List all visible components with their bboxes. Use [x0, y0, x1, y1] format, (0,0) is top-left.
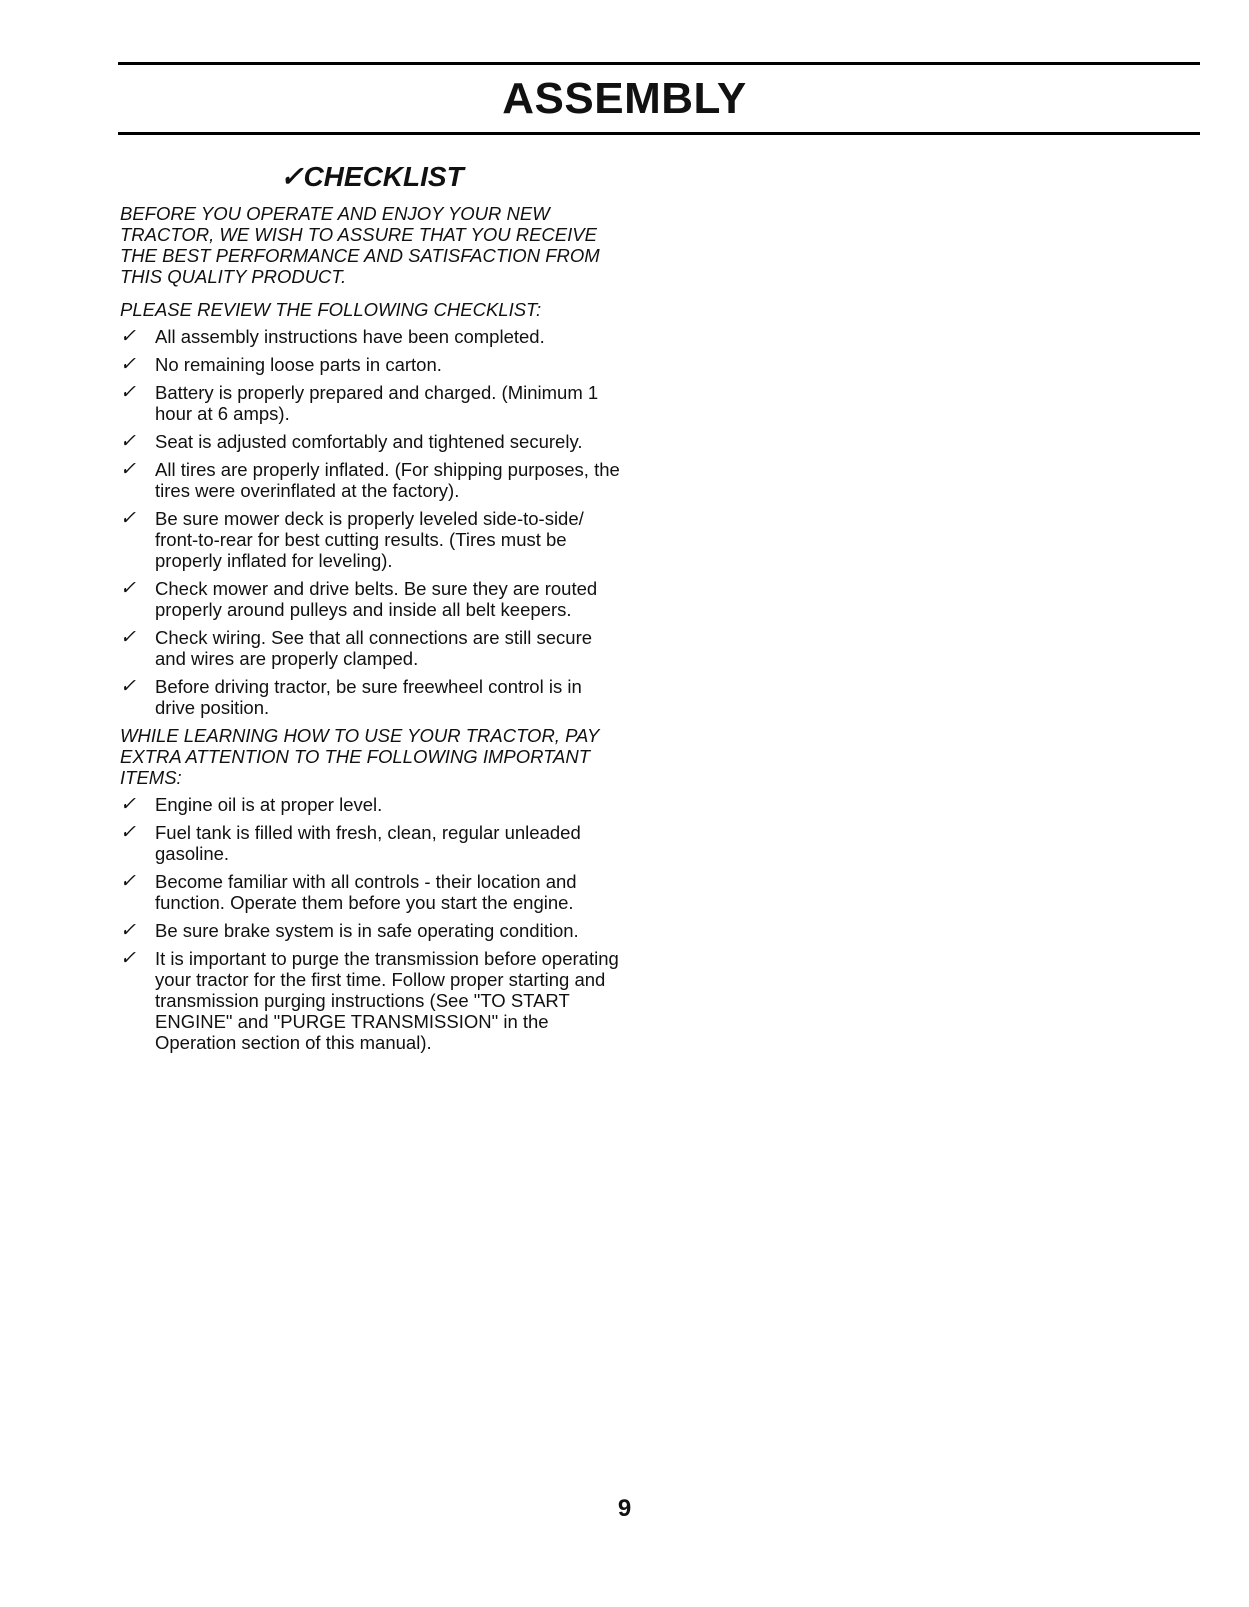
checklist-items — [120, 326, 625, 718]
list-item — [120, 326, 625, 347]
list-item-text: Seat is adjusted comfortably and tightened securely. — [155, 431, 583, 452]
list-item-text: All assembly instructions have been completed. — [155, 326, 545, 347]
list-item — [120, 459, 625, 501]
top-rule — [118, 62, 1200, 65]
list-item-text: It is important to purge the transmission before operating your tractor for the first time. Follow proper starting and transmission purging instructions (See "TO START ENGINE" and "PURGE TRANSMISSION" in the Operation section of this manual). — [155, 948, 619, 1053]
checklist-body — [120, 203, 625, 1060]
list-item — [120, 822, 625, 864]
list-item — [120, 627, 625, 669]
checkmark-icon: ✓ — [120, 627, 136, 648]
list-item-text: Be sure brake system is in safe operating condition. — [155, 920, 579, 941]
learning-items — [120, 794, 625, 1053]
list-item — [120, 920, 625, 941]
checkmark-icon: ✓ — [120, 354, 136, 375]
checkmark-icon: ✓ — [120, 382, 136, 403]
checkmark-icon: ✓ — [120, 459, 136, 480]
list-item — [120, 871, 625, 913]
list-item — [120, 508, 625, 571]
checkmark-icon: ✓ — [120, 431, 136, 452]
checklist-intro: BEFORE YOU OPERATE AND ENJOY YOUR NEW TRACTOR, WE WISH TO ASSURE THAT YOU RECEIVE THE BEST PERFORMANCE AND SATISFACTION FROM THIS QUALITY PRODUCT. — [120, 203, 600, 287]
list-item-text: No remaining loose parts in carton. — [155, 354, 442, 375]
list-item-text: Check wiring. See that all connections are still secure and wires are properly clamped. — [155, 627, 593, 669]
checkmark-icon: ✓ — [120, 578, 136, 599]
checkmark-icon: ✓ — [120, 871, 136, 892]
list-item-text: Before driving tractor, be sure freewheel control is in drive position. — [155, 676, 582, 718]
checklist-heading: ✓CHECKLIST — [280, 161, 464, 192]
page-number: 9 — [617, 1495, 632, 1522]
list-item-text: All tires are properly inflated. (For shipping purposes, the tires were overinflated at the factory). — [155, 459, 620, 501]
list-item-text: Battery is properly prepared and charged. (Minimum 1 hour at 6 amps). — [155, 382, 599, 424]
list-item — [120, 794, 625, 815]
list-item — [120, 948, 625, 1053]
list-item-text: Check mower and drive belts. Be sure they are routed properly around pulleys and inside all belt keepers. — [155, 578, 598, 620]
list-item — [120, 354, 625, 375]
checkmark-icon: ✓ — [120, 676, 136, 697]
checkmark-icon: ✓ — [120, 326, 136, 347]
title-rule — [118, 132, 1200, 135]
list-item — [120, 431, 625, 452]
checkmark-icon: ✓ — [120, 920, 136, 941]
checklist-prompt: PLEASE REVIEW THE FOLLOWING CHECKLIST: — [120, 299, 542, 320]
learning-intro: WHILE LEARNING HOW TO USE YOUR TRACTOR, PAY EXTRA ATTENTION TO THE FOLLOWING IMPORTANT ITEMS: — [120, 725, 600, 788]
list-item-text: Engine oil is at proper level. — [155, 794, 383, 815]
list-item-text: Become familiar with all controls - their location and function. Operate them before you start the engine. — [155, 871, 577, 913]
checkmark-icon: ✓ — [120, 948, 136, 969]
checkmark-icon: ✓ — [120, 508, 136, 529]
checkmark-icon: ✓ — [120, 794, 136, 815]
list-item-text: Fuel tank is filled with fresh, clean, regular unleaded gasoline. — [155, 822, 581, 864]
list-item — [120, 676, 625, 718]
checkmark-icon: ✓ — [120, 822, 136, 843]
list-item — [120, 578, 625, 620]
list-item — [120, 382, 625, 424]
page-title: ASSEMBLY — [502, 74, 747, 123]
list-item-text: Be sure mower deck is properly leveled side-to-side/ front-to-rear for best cutting results. (Tires must be properly inflated for leveling). — [155, 508, 584, 571]
